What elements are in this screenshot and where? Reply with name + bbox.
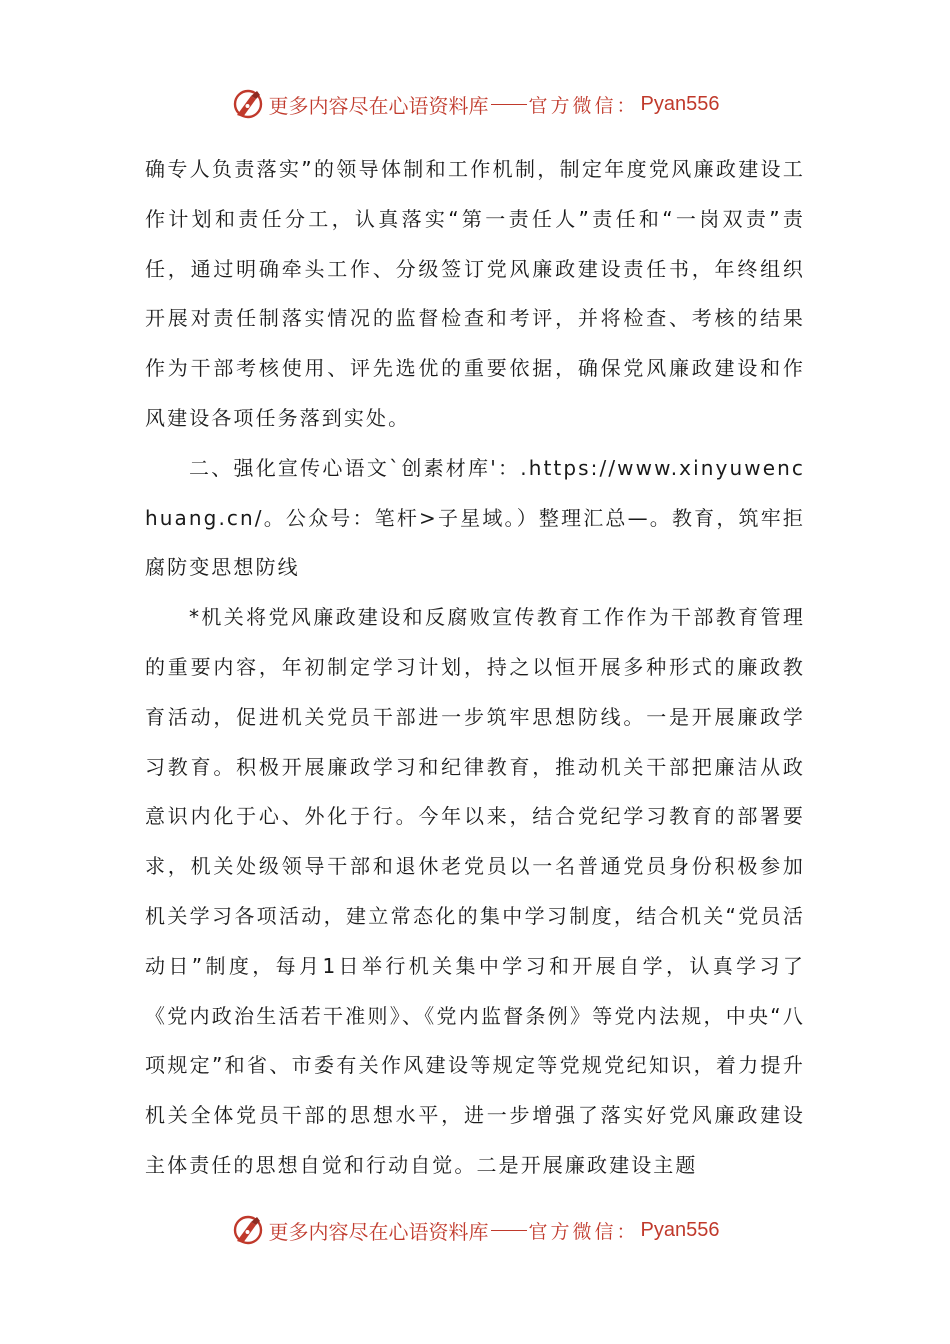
pen-nib-logo-icon	[231, 1213, 265, 1247]
paragraph-1: 确专人负责落实”的领导体制和工作机制，制定年度党风廉政建设工作计划和责任分工，认真落实“第一责任人”责任和“一岗双责”责任，通过明确牵头工作、分级签订党风廉政建设责任书，年终组织开展对责任制落实情况的监督检查和考评，并将检查、考核的结果作为干部考核使用、评先选优的重要依据，确保党风廉政建设和作风建设各项任务落到实处。	[145, 157, 805, 430]
banner-title: 更多内容尽在心语资料库	[268, 1219, 489, 1244]
paragraph-3: *机关将党风廉政建设和反腐败宣传教育工作作为干部教育管理的重要内容，年初制定学习计划，持之以恒开展多种形式的廉政教育活动，促进机关党员干部进一步筑牢思想防线。一是开展廉政学习教育。积极开展廉政学习和纪律教育，推动机关干部把廉洁从政意识内化于心、外化于行。今年以来，结合党纪学习教育的部署要求，机关处级领导干部和退休老党员以一名普通党员身份积极参加机关学习各项活动，建立常态化的集中学习制度，结合机关“党员活动日”制度，每月1日举行机关集中学习和开展自学，认真学习了《党内政治生活若干准则》、《党内监督条例》等党内法规，中央“八项规定”和省、市委有关作风建设等规定等党规党纪知识，着力提升机关全体党员干部的思想水平，进一步增强了落实好党风廉政建设主体责任的思想自觉和行动自觉。二是开展廉政建设主题	[145, 605, 805, 1177]
footer-watermark-banner	[0, 1210, 950, 1250]
banner-title: 更多内容尽在心语资料库	[268, 93, 489, 118]
banner-channel: 官方微信：	[528, 94, 639, 117]
paragraph-2-heading: 二、强化宣传心语文`创素材库'：.https://www.xinyuwenchuang.cn/。公众号：笔杆>子星域。）整理汇总—。教育，筑牢拒腐防变思想防线	[145, 455, 805, 580]
banner-channel: 官方微信：	[528, 1220, 639, 1243]
banner-wechat-id: Pyan556	[640, 1218, 720, 1241]
header-watermark-banner	[0, 84, 950, 124]
banner-dash	[491, 1230, 527, 1231]
pen-nib-logo-icon	[231, 87, 265, 121]
document-body	[145, 145, 805, 1191]
banner-dash	[491, 104, 527, 105]
banner-wechat-id: Pyan556	[640, 92, 720, 115]
